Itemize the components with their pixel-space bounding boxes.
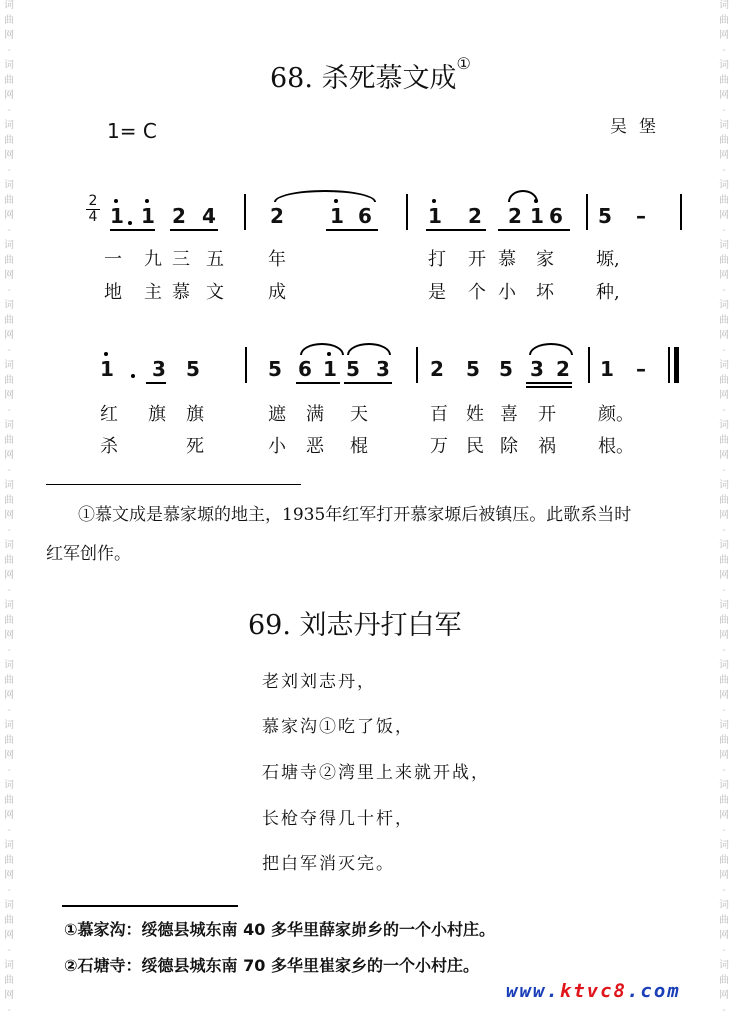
edge-watermark-char: 曲 [719,615,729,626]
lyric-char: 恶 [306,436,324,457]
edge-watermark-char: 网 [719,330,729,341]
octave-dot [114,199,118,203]
edge-watermark-char: 曲 [719,975,729,986]
edge-watermark-char: 网 [4,990,14,1001]
poem-line-2: 慕家沟①吃了饭， [262,717,414,737]
lyric-char: 三 [172,249,190,270]
edge-watermark-dash: - [722,45,726,56]
edge-watermark-char: 网 [4,450,14,461]
lyric-char: 个 [468,282,486,303]
site-watermark [506,980,681,1002]
edge-watermark-dash: - [7,225,11,236]
edge-watermark-char: 词 [4,180,14,191]
edge-watermark-char: 网 [4,390,14,401]
edge-watermark-char: 曲 [4,15,14,26]
edge-watermark-dash: - [7,525,11,536]
note-3: 3 [152,357,166,381]
edge-watermark-char: 词 [719,240,729,251]
author: 吴堡 [610,117,668,137]
octave-dot [104,352,108,356]
note-1: 1 [141,204,155,228]
slur-arc [529,343,573,355]
edge-watermark-char: 曲 [719,855,729,866]
beam-underline [344,382,392,384]
note-1: 1 [100,357,114,381]
beam-underline [170,229,218,231]
lyric-char: 小 [498,282,516,303]
barline [406,194,408,230]
edge-watermark-char: 曲 [4,735,14,746]
edge-watermark-char: 曲 [719,495,729,506]
lyric-char: 喜 [500,404,518,425]
edge-watermark-char: 曲 [4,495,14,506]
edge-watermark-dash: - [7,405,11,416]
edge-watermark-char: 网 [4,930,14,941]
edge-watermark-dash: - [722,405,726,416]
beam-underline [526,382,572,384]
edge-watermark-char: 网 [719,210,729,221]
edge-watermark-char: 曲 [4,75,14,86]
edge-watermark-char: 曲 [4,435,14,446]
edge-watermark-dash: - [722,825,726,836]
edge-watermark-char: 曲 [719,375,729,386]
edge-watermark-char: 网 [4,630,14,641]
lyric-char: 一 [104,249,122,270]
edge-watermark-char: 词 [4,120,14,131]
edge-watermark-char: 词 [4,480,14,491]
edge-watermark-char: 网 [4,90,14,101]
edge-watermark-char: 曲 [4,555,14,566]
lyric-char: 开 [538,404,556,425]
edge-watermark-char: 曲 [719,195,729,206]
edge-watermark-char: 词 [719,600,729,611]
edge-watermark-char: 网 [4,570,14,581]
lyric-char: 五 [206,249,224,270]
watermark-mid: ktvc8 [559,980,627,1002]
edge-watermark-dash: - [7,705,11,716]
beam-underline [146,382,166,384]
edge-watermark-char: 词 [719,900,729,911]
beam-underline [426,229,486,231]
edge-watermark-char: 曲 [4,615,14,626]
edge-watermark-char: 词 [719,300,729,311]
lyric-char: 根。 [598,436,634,457]
note-1: 1 [530,204,544,228]
footnote-divider [46,484,301,485]
lyric-char: 坏 [536,282,554,303]
edge-watermark-char: 曲 [719,255,729,266]
lyric-char: 祸 [538,436,556,457]
note-1: 1 [330,204,344,228]
edge-watermark-char: 曲 [719,675,729,686]
edge-watermark-char: 曲 [719,435,729,446]
edge-watermark-char: 网 [4,270,14,281]
footnote-divider-2 [62,905,238,907]
edge-watermark-dash: - [7,1005,11,1016]
poem-line-1: 老刘刘志丹， [262,672,376,692]
lyric-char: 死 [186,436,204,457]
lyric-char: 是 [428,282,446,303]
edge-watermark-dash: - [722,285,726,296]
edge-watermark-char: 词 [719,540,729,551]
song68-footnote-cont: 红军创作。 [46,544,131,564]
edge-watermark-char: 网 [4,30,14,41]
lyric-char: 打 [428,249,446,270]
edge-watermark-char: 词 [719,60,729,71]
lyric-char: 小 [268,436,286,457]
edge-watermark-char: 网 [719,690,729,701]
edge-watermark-char: 曲 [4,975,14,986]
note-1: 1 [323,357,337,381]
song68-title [270,56,471,95]
note-4: 4 [202,204,216,228]
edge-watermark-dash: - [722,885,726,896]
edge-watermark-char: 词 [719,960,729,971]
edge-watermark-char: 词 [4,360,14,371]
edge-watermark-char: 网 [719,90,729,101]
barline [680,194,682,230]
lyric-char: 年 [268,249,286,270]
lyric-char: 满 [306,404,324,425]
lyric-char: 家 [536,249,554,270]
edge-watermark-char: 词 [4,240,14,251]
time-signature [86,194,100,225]
edge-watermark-char: 网 [4,150,14,161]
edge-watermark-dash: - [7,45,11,56]
edge-watermark-dash: - [722,345,726,356]
edge-watermark-char: 词 [4,300,14,311]
right-watermark-strip [717,0,731,1029]
edge-watermark-char: 词 [4,660,14,671]
edge-watermark-char: 曲 [4,675,14,686]
note-6: 6 [358,204,372,228]
edge-watermark-char: 网 [719,990,729,1001]
edge-watermark-char: 网 [4,210,14,221]
edge-watermark-dash: - [722,105,726,116]
edge-watermark-dash: - [7,885,11,896]
edge-watermark-dash: - [722,945,726,956]
edge-watermark-dash: - [7,105,11,116]
song68-title-text: 68. 杀死慕文成 [270,63,457,94]
dash-note: – [636,204,646,228]
edge-watermark-char: 词 [719,360,729,371]
edge-watermark-char: 词 [719,420,729,431]
edge-watermark-char: 曲 [719,555,729,566]
edge-watermark-char: 曲 [4,855,14,866]
lyric-char: 百 [430,404,448,425]
note-5: 5 [598,204,612,228]
edge-watermark-dash: - [7,825,11,836]
song69-title: 69. 刘志丹打白军 [248,610,462,641]
edge-watermark-char: 网 [719,630,729,641]
note-5: 5 [466,357,480,381]
edge-watermark-char: 词 [719,480,729,491]
edge-watermark-dash: - [722,165,726,176]
edge-watermark-char: 网 [719,150,729,161]
edge-watermark-char: 网 [719,270,729,281]
watermark-suffix: .com [626,980,681,1002]
edge-watermark-char: 曲 [4,135,14,146]
edge-watermark-dash: - [722,465,726,476]
lyric-char: 开 [468,249,486,270]
edge-watermark-char: 网 [719,450,729,461]
edge-watermark-char: 网 [719,810,729,821]
lyric-char: 主 [144,282,162,303]
edge-watermark-char: 词 [719,660,729,671]
barline [244,194,246,230]
lyric-char: 颜。 [598,404,634,425]
edge-watermark-char: 词 [4,720,14,731]
augmentation-dot [128,221,132,225]
note-5: 5 [346,357,360,381]
augmentation-dot [131,374,135,378]
beam-underline [326,229,378,231]
edge-watermark-char: 曲 [719,315,729,326]
edge-watermark-char: 词 [4,60,14,71]
lyric-char: 种, [596,282,620,303]
note-2: 2 [468,204,482,228]
edge-watermark-char: 网 [4,690,14,701]
note-6: 6 [298,357,312,381]
time-sig-top: 2 [88,193,98,209]
lyric-char: 除 [500,436,518,457]
edge-watermark-char: 网 [719,750,729,761]
note-6: 6 [549,204,563,228]
poem-line-3: 石塘寺②湾里上来就开战， [262,763,490,783]
barline [245,347,247,383]
title-footnote-mark: ① [456,54,471,73]
edge-watermark-char: 词 [4,600,14,611]
dash-note: – [636,357,646,381]
edge-watermark-char: 词 [719,720,729,731]
note-2: 2 [556,357,570,381]
edge-watermark-char: 词 [4,420,14,431]
edge-watermark-char: 曲 [4,375,14,386]
barline [588,347,590,383]
edge-watermark-char: 曲 [719,75,729,86]
note-1: 1 [110,204,124,228]
poem-line-5: 把白军消灭完。 [262,854,395,874]
note-5: 5 [499,357,513,381]
left-watermark-strip [2,0,16,1029]
slur-arc [508,190,538,202]
edge-watermark-char: 词 [719,840,729,851]
slur-arc [300,343,344,355]
edge-watermark-dash: - [722,225,726,236]
edge-watermark-char: 词 [4,900,14,911]
edge-watermark-char: 网 [4,330,14,341]
poem-line-4: 长枪夺得几十杆， [262,809,414,829]
octave-dot [145,199,149,203]
edge-watermark-char: 曲 [4,195,14,206]
song69-note-2: ②石塘寺：绥德县城东南 70 多华里崔家乡的一个小村庄。 [64,956,479,975]
edge-watermark-dash: - [722,585,726,596]
lyric-char: 文 [206,282,224,303]
edge-watermark-dash: - [722,525,726,536]
lyric-char: 红 [100,404,118,425]
song68-footnote: ①慕文成是慕家塬的地主，1935年红军打开慕家塬后被镇压。此歌系当时 [78,505,632,525]
edge-watermark-char: 曲 [4,795,14,806]
edge-watermark-dash: - [722,1005,726,1016]
edge-watermark-char: 词 [4,780,14,791]
beam-underline [498,229,570,231]
lyric-char: 杀 [100,436,118,457]
edge-watermark-char: 词 [4,0,14,11]
lyric-char: 塬, [596,249,620,270]
edge-watermark-char: 网 [719,870,729,881]
lyric-char: 天 [350,404,368,425]
edge-watermark-dash: - [7,465,11,476]
note-3: 3 [376,357,390,381]
edge-watermark-char: 词 [719,120,729,131]
lyric-char: 九 [144,249,162,270]
time-sig-bottom: 4 [86,209,100,225]
note-1: 1 [428,204,442,228]
edge-watermark-char: 曲 [4,315,14,326]
note-2: 2 [172,204,186,228]
edge-watermark-dash: - [722,765,726,776]
beam-underline [296,382,340,384]
lyric-char: 慕 [172,282,190,303]
edge-watermark-dash: - [7,765,11,776]
note-1: 1 [600,357,614,381]
edge-watermark-char: 曲 [719,795,729,806]
barline [586,194,588,230]
edge-watermark-char: 曲 [719,135,729,146]
edge-watermark-char: 曲 [4,915,14,926]
edge-watermark-dash: - [7,345,11,356]
final-barline-thin [668,347,670,383]
lyric-char: 遮 [268,404,286,425]
edge-watermark-char: 网 [719,570,729,581]
note-2: 2 [508,204,522,228]
song69-note-1: ①慕家沟：绥德县城东南 40 多华里薛家峁乡的一个小村庄。 [64,920,495,939]
edge-watermark-char: 网 [719,510,729,521]
edge-watermark-char: 网 [4,870,14,881]
edge-watermark-dash: - [7,945,11,956]
edge-watermark-char: 曲 [719,735,729,746]
edge-watermark-char: 网 [4,750,14,761]
lyric-char: 旗 [148,404,166,425]
note-5: 5 [186,357,200,381]
slur-arc [347,343,391,355]
edge-watermark-char: 词 [4,840,14,851]
edge-watermark-char: 网 [719,390,729,401]
edge-watermark-char: 曲 [4,255,14,266]
watermark-prefix: www. [506,980,560,1002]
edge-watermark-char: 词 [4,960,14,971]
edge-watermark-dash: - [7,285,11,296]
edge-watermark-char: 词 [719,0,729,11]
beam-underline [526,386,572,388]
edge-watermark-char: 词 [719,180,729,191]
edge-watermark-char: 曲 [719,915,729,926]
note-5: 5 [268,357,282,381]
edge-watermark-dash: - [722,705,726,716]
edge-watermark-char: 网 [719,30,729,41]
lyric-char: 棍 [350,436,368,457]
lyric-char: 地 [104,282,122,303]
edge-watermark-char: 曲 [719,15,729,26]
edge-watermark-char: 词 [4,540,14,551]
beam-underline [110,229,155,231]
slur-arc [274,190,376,202]
edge-watermark-char: 词 [719,780,729,791]
lyric-char: 万 [430,436,448,457]
edge-watermark-char: 网 [4,810,14,821]
note-2: 2 [270,204,284,228]
final-barline-thick [674,347,679,383]
edge-watermark-char: 网 [719,930,729,941]
barline [416,347,418,383]
octave-dot [432,199,436,203]
lyric-char: 慕 [498,249,516,270]
lyric-char: 姓 [466,404,484,425]
key-signature: 1= C [107,119,157,143]
edge-watermark-char: 网 [4,510,14,521]
note-3: 3 [530,357,544,381]
edge-watermark-dash: - [7,165,11,176]
edge-watermark-dash: - [7,645,11,656]
lyric-char: 旗 [186,404,204,425]
note-2: 2 [430,357,444,381]
lyric-char: 民 [466,436,484,457]
edge-watermark-dash: - [7,585,11,596]
edge-watermark-dash: - [722,645,726,656]
lyric-char: 成 [268,282,286,303]
